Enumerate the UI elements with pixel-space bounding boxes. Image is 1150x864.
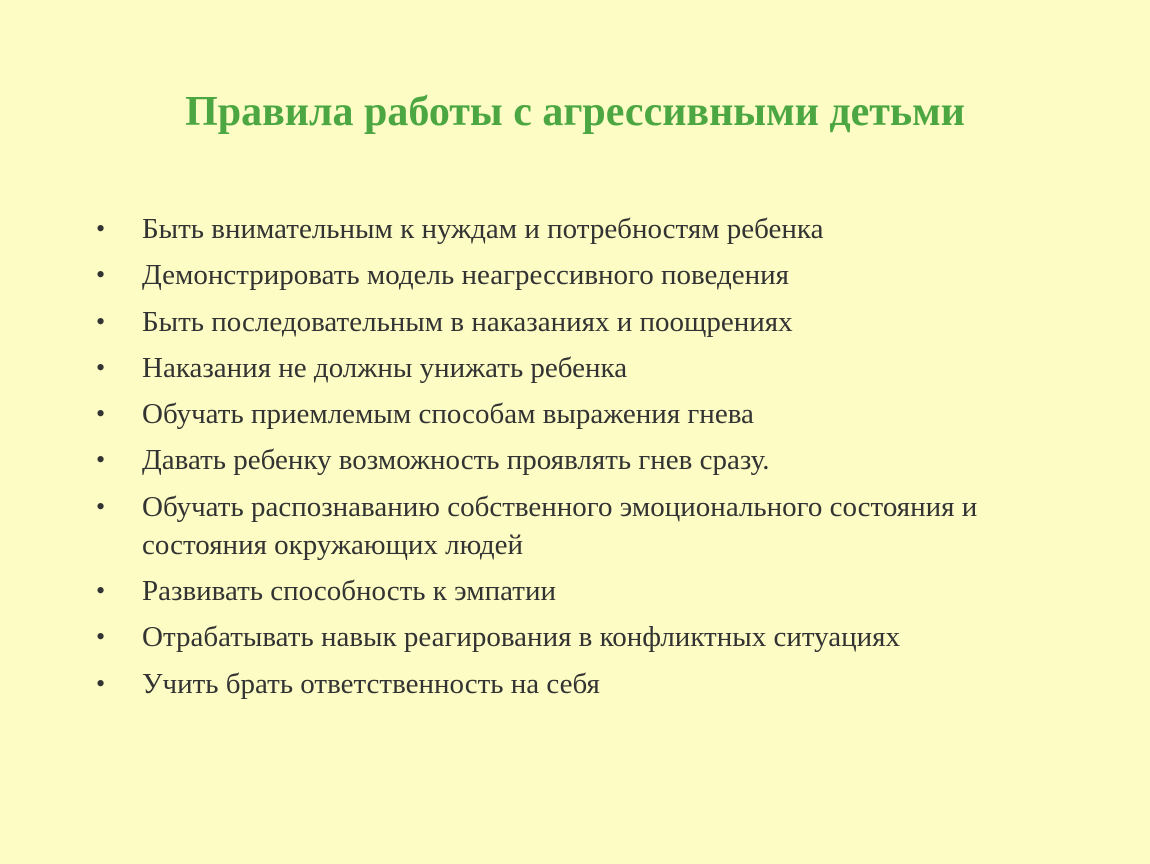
bullet-icon: •: [96, 668, 106, 698]
bullet-icon: •: [96, 445, 106, 475]
list-item-text: Быть внимательным к нуждам и потребностям ребенка: [142, 213, 824, 245]
list-item-text: Быть последовательным в наказаниях и поощрениях: [142, 305, 793, 338]
list-item-text: Обучать приемлемым способам выражения гнева: [142, 398, 754, 431]
list-item: [96, 256, 1076, 294]
bullet-icon: •: [96, 352, 106, 382]
bullet-icon: •: [96, 214, 106, 243]
list-item-text: Отрабатывать навык реагирования в конфликтных ситуациях: [142, 621, 901, 654]
bullet-icon: •: [96, 491, 106, 521]
list-item: [96, 303, 1076, 341]
list-item-text: Давать ребенку возможность проявлять гнев сразу.: [142, 444, 770, 477]
list-item: [96, 665, 1076, 703]
list-item: [96, 395, 1076, 433]
bullet-icon: •: [96, 260, 106, 290]
bullet-icon: •: [96, 399, 106, 429]
list-item-text: Демонстрировать модель неагрессивного поведения: [142, 259, 790, 292]
list-item-text: Обучать распознаванию собственного эмоционального состояния и состояния окружающих людей: [142, 490, 978, 561]
list-item-text: Наказания не должны унижать ребенка: [142, 351, 628, 384]
list-item: [96, 572, 1076, 610]
list-item: [96, 210, 1076, 248]
bullet-icon: •: [96, 306, 106, 336]
bullet-list: [96, 210, 1076, 711]
list-item: [96, 488, 1076, 564]
list-item-text: Развивать способность к эмпатии: [142, 575, 556, 608]
bullet-icon: •: [96, 576, 106, 606]
list-item: [96, 349, 1076, 387]
slide-title: Правила работы с агрессивными детьми: [185, 89, 965, 135]
bullet-icon: •: [96, 622, 106, 652]
list-item-text: Учить брать ответственность на себя: [142, 667, 600, 700]
list-item: [96, 618, 1076, 656]
list-item: [96, 441, 1076, 479]
